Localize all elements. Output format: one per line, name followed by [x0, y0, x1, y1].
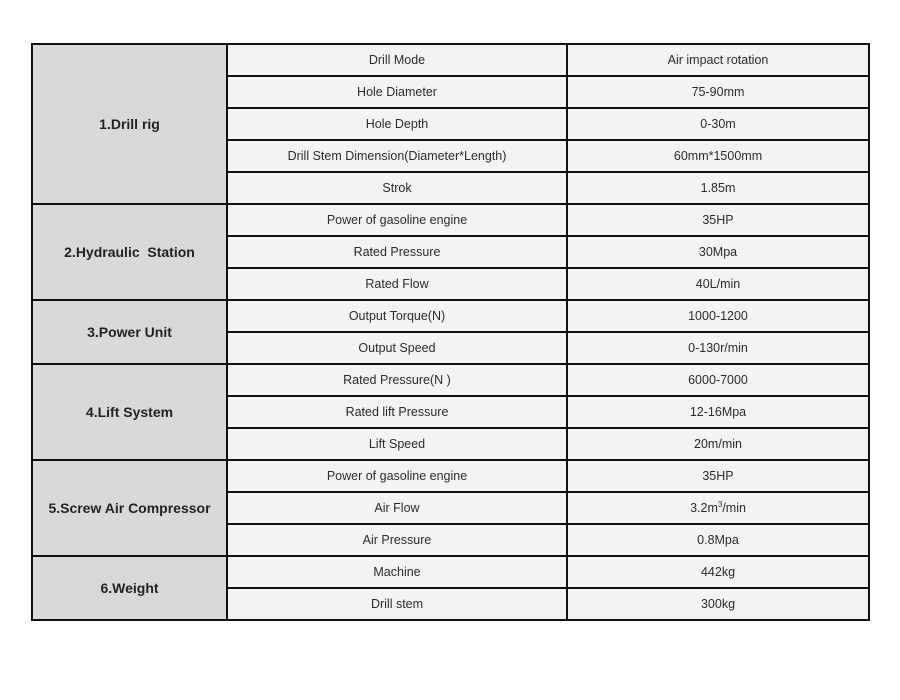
category-lift-system: 4.Lift System [32, 364, 227, 460]
value-cell: 0-30m [567, 108, 869, 140]
value-cell: 40L/min [567, 268, 869, 300]
value-cell: 442kg [567, 556, 869, 588]
spec-table [31, 43, 870, 621]
param-cell: Lift Speed [227, 428, 567, 460]
category-drill-rig: 1.Drill rig [32, 44, 227, 204]
category-weight: 6.Weight [32, 556, 227, 620]
param-cell: Drill Stem Dimension(Diameter*Length) [227, 140, 567, 172]
value-cell: 75-90mm [567, 76, 869, 108]
value-cell: 12-16Mpa [567, 396, 869, 428]
value-cell: 35HP [567, 204, 869, 236]
param-cell: Strok [227, 172, 567, 204]
table-row [32, 460, 869, 492]
param-cell: Output Speed [227, 332, 567, 364]
value-cell: 30Mpa [567, 236, 869, 268]
param-cell: Air Pressure [227, 524, 567, 556]
value-cell: 300kg [567, 588, 869, 620]
table-row [32, 204, 869, 236]
category-power-unit: 3.Power Unit [32, 300, 227, 364]
air-flow-tail: /min [722, 501, 746, 515]
value-cell: Air impact rotation [567, 44, 869, 76]
param-cell: Rated lift Pressure [227, 396, 567, 428]
param-cell: Hole Depth [227, 108, 567, 140]
param-cell: Air Flow [227, 492, 567, 524]
param-cell: Machine [227, 556, 567, 588]
value-cell: 1.85m [567, 172, 869, 204]
value-cell: 0.8Mpa [567, 524, 869, 556]
param-cell: Drill Mode [227, 44, 567, 76]
param-cell: Rated Flow [227, 268, 567, 300]
param-cell: Drill stem [227, 588, 567, 620]
value-cell: 35HP [567, 460, 869, 492]
table-row [32, 364, 869, 396]
air-flow-base: 3.2m [690, 501, 718, 515]
value-cell: 0-130r/min [567, 332, 869, 364]
category-screw-air-compressor: 5.Screw Air Compressor [32, 460, 227, 556]
param-cell: Rated Pressure(N ) [227, 364, 567, 396]
param-cell: Power of gasoline engine [227, 204, 567, 236]
table-row [32, 300, 869, 332]
value-cell: 1000-1200 [567, 300, 869, 332]
table-row [32, 44, 869, 76]
param-cell: Output Torque(N) [227, 300, 567, 332]
param-cell: Rated Pressure [227, 236, 567, 268]
value-cell [567, 492, 869, 524]
table-row [32, 556, 869, 588]
value-cell: 60mm*1500mm [567, 140, 869, 172]
value-cell: 6000-7000 [567, 364, 869, 396]
param-cell: Power of gasoline engine [227, 460, 567, 492]
category-hydraulic-station: 2.Hydraulic Station [32, 204, 227, 300]
param-cell: Hole Diameter [227, 76, 567, 108]
air-flow-superscript: 3 [717, 499, 723, 509]
value-cell: 20m/min [567, 428, 869, 460]
